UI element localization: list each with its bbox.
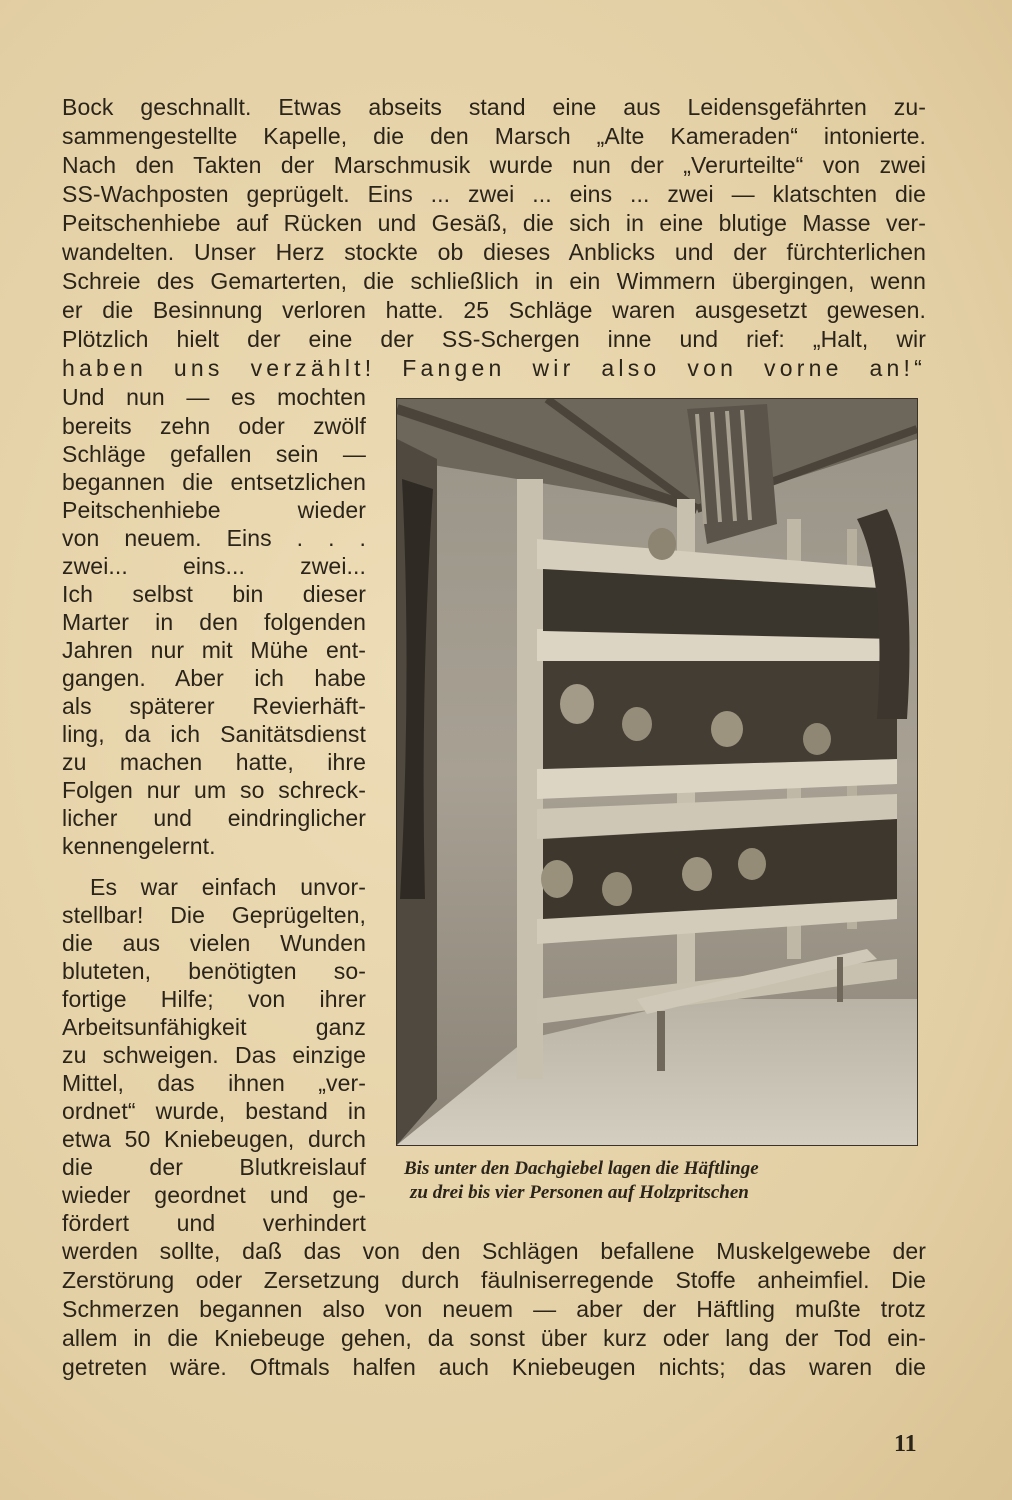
text-line: begannen die entsetzlichen [62, 469, 366, 495]
text-line: fördert und verhindert [62, 1210, 366, 1236]
text-line: zwei... eins... zwei... [62, 553, 366, 579]
text-line: Schläge gefallen sein — [62, 441, 366, 467]
text-line: werden sollte, daß das von den Schlägen befallene Muskelgewebe der [62, 1238, 926, 1264]
text-line: er die Besinnung verloren hatte. 25 Schläge waren ausgesetzt gewesen. [62, 297, 926, 323]
text-line: Jahren nur mit Mühe ent- [62, 637, 366, 663]
text-line: ordnet“ wurde, bestand in [62, 1098, 366, 1124]
text-line: Schreie des Gemarterten, die schließlich in ein Wimmern übergingen, wenn [62, 268, 926, 294]
text-line: Peitschenhiebe auf Rücken und Gesäß, die sich in eine blutige Masse ver- [62, 210, 926, 236]
text-line: zu machen hatte, ihre [62, 749, 366, 775]
text-line: Marter in den folgenden [62, 609, 366, 635]
text-line: Bock geschnallt. Etwas abseits stand eine aus Leidensgefährten zu- [62, 94, 926, 120]
text-line: SS-Wachposten geprügelt. Eins ... zwei ... eins ... zwei — klatschten die [62, 181, 926, 207]
text-line: sammengestellte Kapelle, die den Marsch „Alte Kameraden“ intonierte. [62, 123, 926, 149]
barracks-photograph [396, 398, 918, 1146]
text-line: kennengelernt. [62, 833, 216, 859]
text-line: Arbeitsunfähigkeit ganz [62, 1014, 366, 1040]
text-line: wandelten. Unser Herz stockte ob dieses Anblicks und der fürchterlichen [62, 239, 926, 265]
text-line: Zerstörung oder Zersetzung durch fäulniserregende Stoffe anheimfiel. Die [62, 1267, 926, 1293]
photo-caption-line-1: Bis unter den Dachgiebel lagen die Häftlinge [404, 1158, 759, 1179]
text-line: ling, da ich Sanitätsdienst [62, 721, 366, 747]
text-line: Plötzlich hielt der eine der SS-Schergen inne und rief: „Halt, wir [62, 326, 926, 352]
page-number: 11 [894, 1431, 917, 1457]
text-line: Peitschenhiebe wieder [62, 497, 366, 523]
text-line: Ich selbst bin dieser [62, 581, 366, 607]
text-line: bluteten, benötigten so- [62, 958, 366, 984]
text-line: allem in die Kniebeuge gehen, da sonst über kurz oder lang der Tod ein- [62, 1325, 926, 1351]
text-line: als späterer Revierhäft- [62, 693, 366, 719]
text-line: Und nun — es mochten [62, 384, 366, 410]
text-line: getreten wäre. Oftmals halfen auch Kniebeugen nichts; das waren die [62, 1354, 926, 1380]
text-line: die aus vielen Wunden [62, 930, 366, 956]
text-line: fortige Hilfe; von ihrer [62, 986, 366, 1012]
text-line: wieder geordnet und ge- [62, 1182, 366, 1208]
text-line: zu schweigen. Das einzige [62, 1042, 366, 1068]
photo-caption-line-2: zu drei bis vier Personen auf Holzpritschen [410, 1182, 749, 1203]
text-line: gangen. Aber ich habe [62, 665, 366, 691]
text-line: licher und eindringlicher [62, 805, 366, 831]
text-line: Nach den Takten der Marschmusik wurde nun der „Verurteilte“ von zwei [62, 152, 926, 178]
text-line: die der Blutkreislauf [62, 1154, 366, 1180]
text-line: bereits zehn oder zwölf [62, 413, 366, 439]
text-line: haben uns verzählt! Fangen wir also von vorne an!“ [62, 355, 926, 381]
text-line: etwa 50 Kniebeugen, durch [62, 1126, 366, 1152]
text-line: von neuem. Eins . . . [62, 525, 366, 551]
text-line: Folgen nur um so schreck- [62, 777, 366, 803]
text-line: stellbar! Die Geprügelten, [62, 902, 366, 928]
text-line: Es war einfach unvor- [90, 874, 366, 900]
text-line: Schmerzen begannen also von neuem — aber der Häftling mußte trotz [62, 1296, 926, 1322]
text-line: Mittel, das ihnen „ver- [62, 1070, 366, 1096]
